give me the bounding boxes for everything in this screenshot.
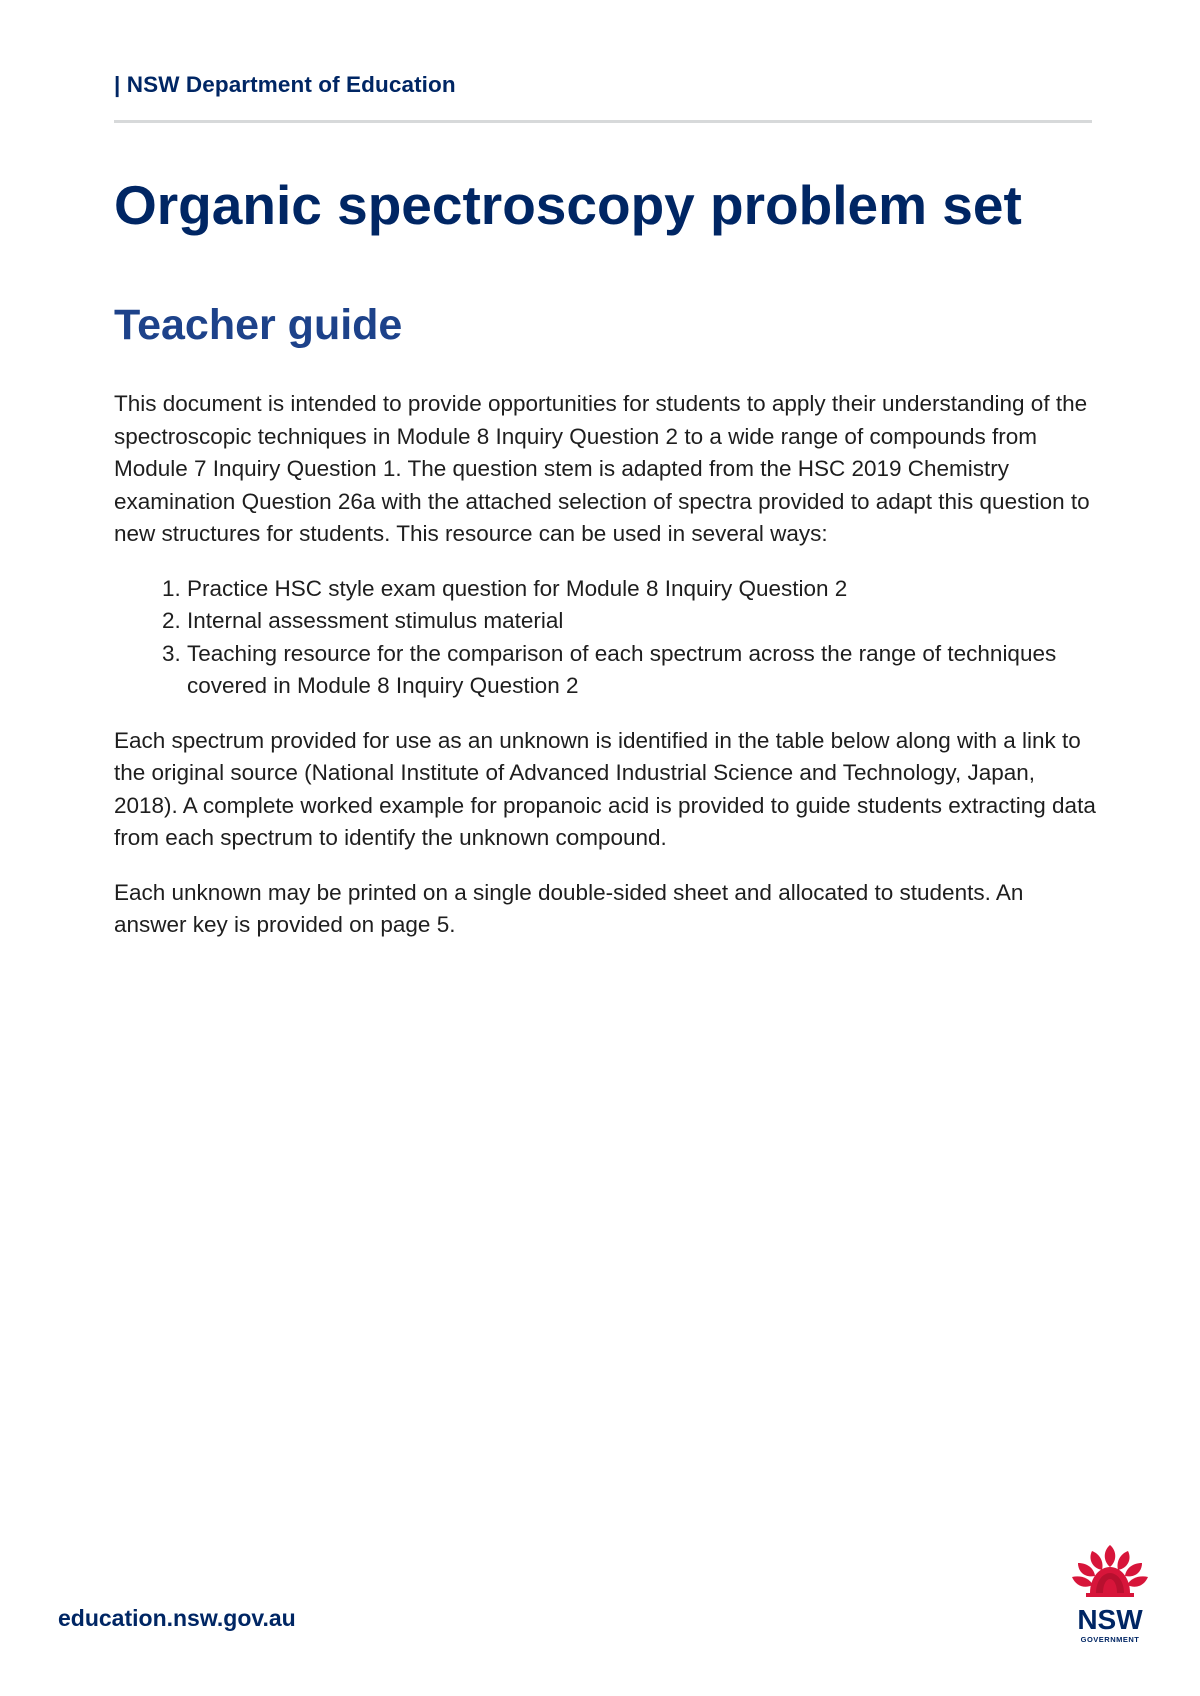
sources-paragraph: Each spectrum provided for use as an unknown is identified in the table below along with a link to the original source (National Institute of Advanced Industrial Science and Technology, Japan, 2018). A complete worked example for propanoic acid is provided to guide students extracting data from each spectrum to identify the unknown compound.	[114, 727, 1096, 850]
page-title: Organic spectroscopy problem set	[114, 174, 1022, 236]
waratah-icon	[1072, 1545, 1148, 1597]
header-divider	[114, 120, 1092, 123]
footer-url-link[interactable]: education.nsw.gov.au	[58, 1605, 296, 1631]
list-item: 2. Internal assessment stimulus material	[187, 605, 1099, 638]
nsw-government-logo	[1068, 1543, 1152, 1647]
document-body	[114, 388, 1099, 964]
intro-paragraph: This document is intended to provide opportunities for students to apply their understanding of the spectroscopic techniques in Module 8 Inquiry Question 2 to a wide range of compounds from Module 7 Inquiry Question 1. The question stem is adapted from the HSC 2019 Chemistry examination Question 26a with the attached selection of spectra provided to adapt this question to new structures for students. This resource can be used in several ways:	[114, 391, 1090, 546]
header-department: | NSW Department of Education	[114, 72, 456, 97]
logo-subtext: GOVERNMENT	[1080, 1635, 1140, 1644]
printing-paragraph: Each unknown may be printed on a single double-sided sheet and allocated to students. An answer key is provided on page 5.	[114, 879, 1024, 937]
uses-list	[114, 573, 1099, 703]
logo-wordmark: NSW	[1077, 1604, 1143, 1635]
page-subtitle: Teacher guide	[114, 301, 403, 349]
list-item: 3. Teaching resource for the comparison of each spectrum across the range of techniques covered in Module 8 Inquiry Question 2	[187, 638, 1099, 703]
list-item: 1. Practice HSC style exam question for Module 8 Inquiry Question 2	[187, 573, 1099, 606]
